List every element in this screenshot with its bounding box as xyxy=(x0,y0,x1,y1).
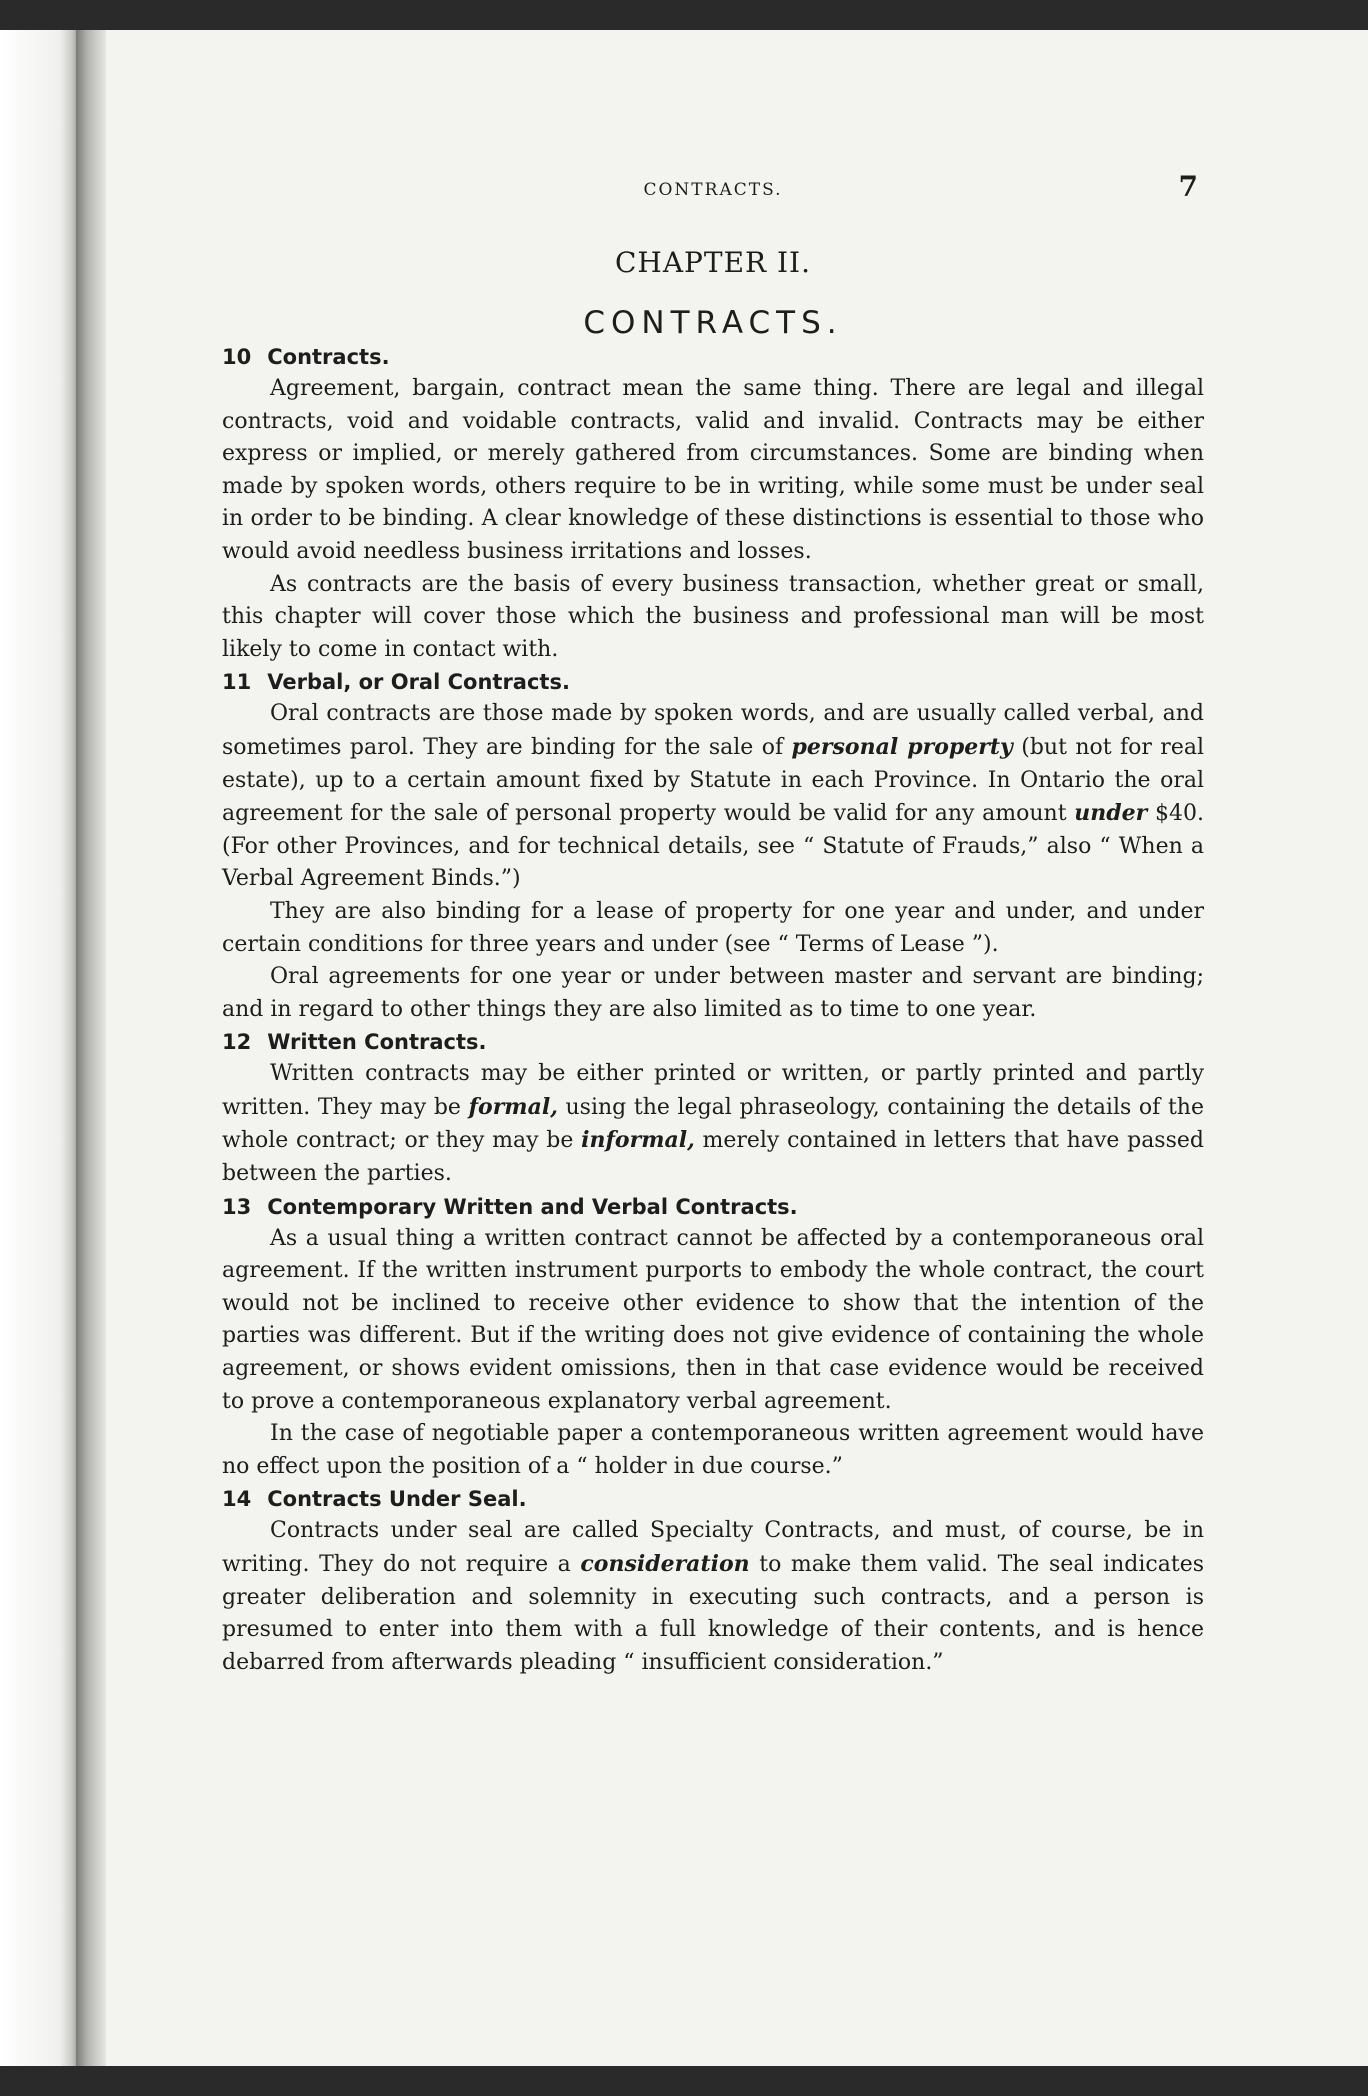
paragraph-text: Written contracts may be either printed or written, or partly printed and partly written. They may be xyxy=(222,1061,1204,1120)
page-edge xyxy=(0,30,84,2066)
scan-border-top xyxy=(0,0,1368,34)
italic-term: formal, xyxy=(468,1093,558,1120)
paragraph xyxy=(222,1058,1204,1190)
paragraph-text: Oral contracts are those made by spoken words, and are usually called verbal, and sometimes parol. They are binding for the sale of xyxy=(222,701,1204,760)
page-content xyxy=(222,170,1204,1679)
section-heading xyxy=(222,1026,1204,1058)
paragraph-text: They are also binding for a lease of property for one year and under, and under certain conditions for three years and under (see “ Terms of Lease ”). xyxy=(222,898,1204,957)
section-12 xyxy=(222,1026,1204,1190)
paragraph xyxy=(222,961,1204,1026)
chapter-number: CHAPTER II. xyxy=(614,246,812,279)
chapter-title: CONTRACTS. xyxy=(583,305,843,341)
section-title: Verbal, or Oral Contracts. xyxy=(267,670,570,695)
section-title: Contemporary Written and Verbal Contracts. xyxy=(267,1194,798,1219)
paragraph xyxy=(222,569,1204,667)
paragraph xyxy=(222,896,1204,961)
section-title: Contracts Under Seal. xyxy=(267,1487,527,1512)
paragraph-text: As a usual thing a written contract cannot be affected by a contemporaneous oral agreement. If the written instrument purports to embody the whole contract, the court would not be inclined to receive other evidence to show that the intention of the parties was different. But if the writing does not give evidence of containing the whole agreement, or shows evident omissions, then in that case evidence would be received to prove a contemporaneous explanatory verbal agreement. xyxy=(222,1225,1204,1414)
section-14 xyxy=(222,1483,1204,1679)
section-number: 13 xyxy=(222,1194,252,1219)
paragraph-text: using the legal phraseology, containing the details of the whole contract; or they may be xyxy=(222,1094,1204,1154)
section-title: Contracts. xyxy=(267,345,390,369)
section-heading xyxy=(222,666,1204,698)
page-number: 7 xyxy=(1178,170,1198,203)
section-heading xyxy=(222,1483,1204,1515)
section-number: 12 xyxy=(222,1030,252,1055)
paragraph-text: merely contained in letters that have passed between the parties. xyxy=(222,1128,1204,1187)
paragraph xyxy=(222,1418,1204,1483)
paragraph-text: Contracts under seal are called Specialty Contracts, and must, of course, be in writing. They do not require a xyxy=(222,1518,1204,1577)
italic-term: informal, xyxy=(581,1127,695,1154)
binding-gutter xyxy=(76,30,106,2066)
paragraph-text: (but not for real estate), up to a certain amount fixed by Statute in each Province. In Ontario the oral agreement for the sale of personal property would be valid for any amount xyxy=(222,734,1204,827)
section-number: 14 xyxy=(222,1487,252,1512)
section-11 xyxy=(222,666,1204,1026)
paragraph-text: $40. (For other Provinces, and for technical details, see “ Statute of Frauds,” also “ When a Verbal Agreement Binds.”) xyxy=(222,801,1204,892)
running-head-title: CONTRACTS. xyxy=(643,180,783,200)
paragraph-text: Oral agreements for one year or under between master and servant are binding; and in regard to other things they are also limited as to time to one year. xyxy=(222,964,1204,1022)
section-heading xyxy=(222,341,1204,373)
section-number: 10 xyxy=(222,345,252,369)
section-number: 11 xyxy=(222,670,252,695)
paragraph xyxy=(222,1223,1204,1419)
italic-term: under xyxy=(1074,800,1148,827)
paragraph xyxy=(222,698,1204,896)
italic-term: personal property xyxy=(791,733,1013,760)
italic-term: consideration xyxy=(580,1551,750,1577)
paragraph-text: In the case of negotiable paper a contemporaneous written agreement would have no effect upon the position of a “ holder in due course.” xyxy=(222,1421,1204,1479)
paragraph xyxy=(222,1515,1204,1679)
paragraph xyxy=(222,373,1204,569)
section-heading xyxy=(222,1191,1204,1223)
sections xyxy=(222,341,1204,1679)
running-head xyxy=(222,170,1204,216)
section-10 xyxy=(222,341,1204,666)
section-title: Written Contracts. xyxy=(267,1030,487,1055)
paragraph-text: As contracts are the basis of every business transaction, whether great or small, this chapter will cover those which the business and professional man will be most likely to come in contact with. xyxy=(222,571,1204,662)
section-13 xyxy=(222,1191,1204,1484)
paragraph-text: Agreement, bargain, contract mean the same thing. There are legal and illegal contracts, void and voidable contracts, valid and invalid. Contracts may be either express or implied, or merely gathered from circumstances. Some are binding when made by spoken words, others require to be in writing, while some must be under seal in order to be binding. A clear knowledge of these distinctions is essential to those who would avoid needless business irritations and losses. xyxy=(222,376,1204,564)
scan-border-bottom xyxy=(0,2066,1368,2096)
paragraph-text: to make them valid. The seal indicates greater deliberation and solemnity in executing such contracts, and a person is presumed to enter into them with a full knowledge of their contents, and is hence debarred from afterwards pleading “ insufficient consideration.” xyxy=(222,1552,1205,1675)
